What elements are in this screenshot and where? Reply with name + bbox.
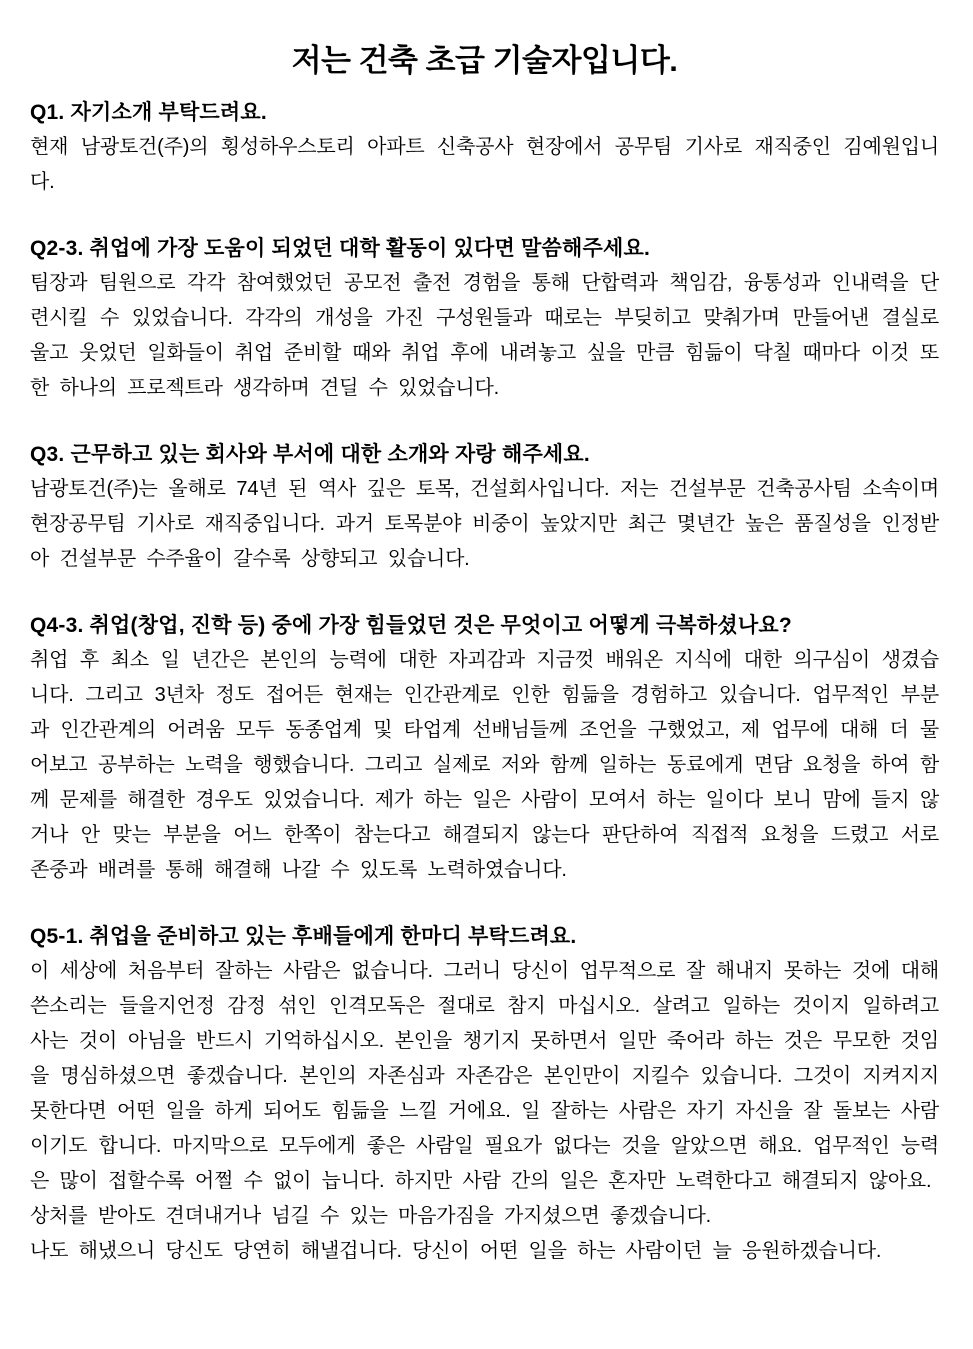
question-heading: Q4-3. 취업(창업, 진학 등) 중에 가장 힘들었던 것은 무엇이고 어떻게 극복하셨나요?: [30, 614, 792, 637]
qa-section-q4-3: [30, 608, 939, 888]
answer-paragraph: 팀장과 팀원으로 각각 참여했었던 공모전 출전 경험을 통해 단합력과 책임감, 융통성과 인내력을 단련시킬 수 있었습니다. 각각의 개성을 가진 구성원들과 때로는 부딪히고 맞춰가며 만들어낸 결실로 울고 웃었던 일화들이 취업 준비할 때와 취업 후에 내려놓고 싶을 만큼 힘듦이 닥칠 때마다 이것 또한 하나의 프로젝트라 생각하며 견딜 수 있었습니다.: [30, 272, 939, 399]
answer-paragraph: 남광토건(주)는 올해로 74년 된 역사 깊은 토목, 건설회사입니다. 저는 건설부문 건축공사팀 소속이며 현장공무팀 기사로 재직중입니다. 과거 토목분야 비중이 높았지만 최근 몇년간 높은 품질성을 인정받아 건설부문 수주율이 갈수록 상향되고 있습니다.: [30, 478, 939, 570]
question-heading: Q2-3. 취업에 가장 도움이 되었던 대학 활동이 있다면 말씀해주세요.: [30, 237, 650, 260]
question-heading: Q5-1. 취업을 준비하고 있는 후배들에게 한마디 부탁드려요.: [30, 925, 577, 948]
answer-paragraph: 나도 해냈으니 당신도 당연히 해낼겁니다. 당신이 어떤 일을 하는 사람이던 늘 응원하겠습니다.: [30, 1240, 882, 1262]
answer-paragraph: 상처를 받아도 견뎌내거나 넘길 수 있는 마음가짐을 가지셨으면 좋겠습니다.: [30, 1205, 711, 1227]
answer-paragraph: 이 세상에 처음부터 잘하는 사람은 없습니다. 그러니 당신이 업무적으로 잘 해내지 못하는 것에 대해 쓴소리는 들을지언정 감정 섞인 인격모독은 절대로 참지 마십시오. 살려고 일하는 것이지 일하려고 사는 것이 아님을 반드시 기억하십시오. 본인을 챙기지 못하면서 일만 죽어라 하는 것은 무모한 것임을 명심하셨으면 좋겠습니다. 본인의 자존심과 자존감은 본인만이 지킬수 있습니다. 그것이 지켜지지 못한다면 어떤 일을 하게 되어도 힘듦을 느낄 거에요. 일 잘하는 사람은 자기 자신을 잘 돌보는 사람이기도 합니다. 마지막으로 모두에게 좋은 사람일 필요가 없다는 것을 알았으면 해요. 업무적인 능력은 많이 접할수록 어쩔 수 없이 늡니다. 하지만 사람 간의 일은 혼자만 노력한다고 해결되지 않아요.: [30, 960, 939, 1192]
document-title: 저는 건축 초급 기술자입니다.: [291, 43, 678, 78]
qa-section-q3: [30, 437, 939, 577]
answer-paragraph: 현재 남광토건(주)의 횡성하우스토리 아파트 신축공사 현장에서 공무팀 기사로 재직중인 김예원입니다.: [30, 136, 939, 193]
qa-section-q1: [30, 95, 939, 200]
question-heading: Q3. 근무하고 있는 회사와 부서에 대한 소개와 자랑 해주세요.: [30, 443, 590, 466]
qa-section-q5-1: [30, 919, 939, 1269]
question-heading: Q1. 자기소개 부탁드려요.: [30, 101, 267, 124]
qa-section-q2-3: [30, 231, 939, 406]
answer-paragraph: 취업 후 최소 일 년간은 본인의 능력에 대한 자괴감과 지금껏 배워온 지식에 대한 의구심이 생겼습니다. 그리고 3년차 정도 접어든 현재는 인간관계로 인한 힘듦을 경험하고 있습니다. 업무적인 부분과 인간관계의 어려움 모두 동종업계 및 타업계 선배님들께 조언을 구했었고, 제 업무에 대해 더 물어보고 공부하는 노력을 행했습니다. 그리고 실제로 저와 함께 일하는 동료에게 면담 요청을 하여 함께 문제를 해결한 경우도 있었습니다. 제가 하는 일은 사람이 모여서 하는 일이다 보니 맘에 들지 않거나 안 맞는 부분을 어느 한쪽이 참는다고 해결되지 않는다 판단하여 직접적 요청을 드렸고 서로 존중과 배려를 통해 해결해 나갈 수 있도록 노력하였습니다.: [30, 649, 939, 881]
